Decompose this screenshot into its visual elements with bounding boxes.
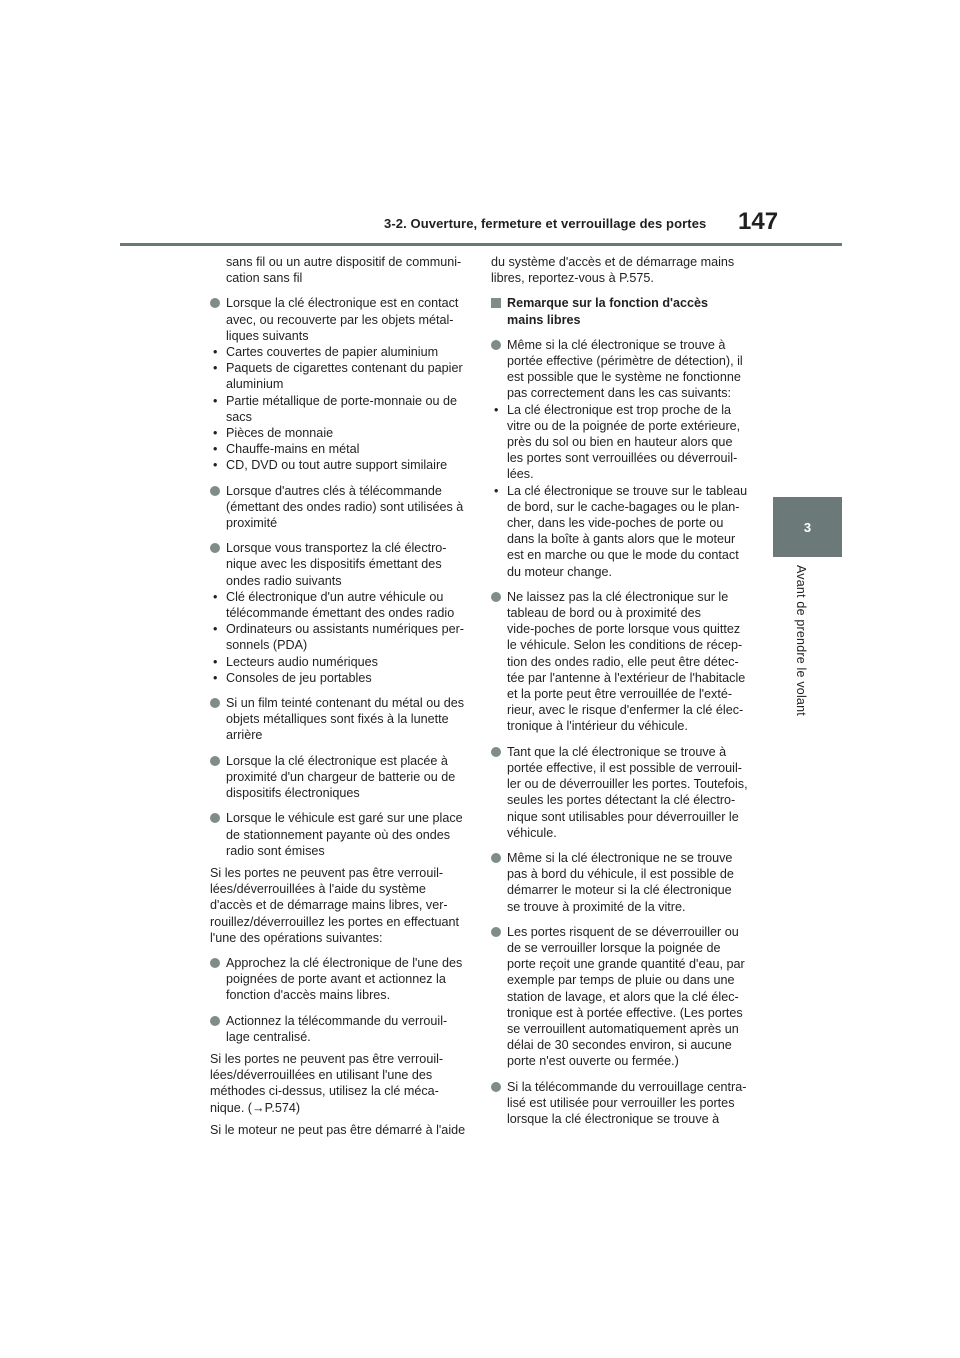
bullet-item: [491, 850, 761, 915]
sub-list-text: Pièces de monnaie: [226, 426, 334, 441]
list-marker: •: [213, 426, 218, 441]
sub-list-item: [491, 483, 761, 580]
list-marker: •: [494, 402, 499, 417]
round-bullet-icon: [210, 486, 220, 496]
bullet-item: [210, 295, 472, 344]
sub-list-text: Clé électronique d'un autre véhicule ou télécommande émettant des ondes radio: [226, 589, 455, 621]
sub-list-text: Ordinateurs ou assistants numériques per- sonnels (PDA): [226, 622, 464, 653]
bullet-item: [210, 955, 472, 1004]
list-marker: •: [213, 622, 218, 637]
sub-list-text: Partie métallique de porte-monnaie ou de sacs: [226, 393, 458, 424]
sub-list-item: [210, 457, 472, 473]
bullet-item: [210, 1013, 472, 1045]
sub-list-item: [210, 589, 472, 621]
left-column: [210, 254, 472, 1138]
list-marker: •: [494, 483, 499, 498]
bullet-text: Lorsque la clé électronique est placée à proximité d'un chargeur de batterie ou de dispositifs électroniques: [226, 753, 456, 801]
bullet-item: [491, 744, 761, 841]
bullet-item: [210, 753, 472, 802]
round-bullet-icon: [491, 853, 501, 863]
square-heading-icon: [491, 298, 501, 308]
chapter-tab: [773, 497, 842, 557]
round-bullet-icon: [210, 298, 220, 308]
paragraph: Si le moteur ne peut pas être démarré à l'aide: [210, 1122, 466, 1137]
bullet-text: Tant que la clé électronique se trouve à portée effective, il est possible de verrouil- ler ou de déverrouiller les portes. Toutefois, seules les portes détectant la clé électro- nique sont utilisables pour déverrouiller le véhicule.: [507, 744, 748, 840]
bullet-text: Lorsque vous transportez la clé électro- nique avec les dispositifs émettant des ondes radio suivants: [226, 541, 447, 588]
list-marker: •: [213, 654, 218, 669]
bullet-item: [210, 810, 472, 859]
heading-text: Remarque sur la fonction d'accès mains libres: [507, 296, 709, 327]
list-marker: •: [213, 393, 218, 408]
round-bullet-icon: [491, 927, 501, 937]
sub-list-item: [210, 393, 472, 425]
sub-list-item: [491, 402, 761, 483]
list-marker: •: [213, 361, 218, 376]
round-bullet-icon: [491, 1082, 501, 1092]
bullet-item: [210, 483, 472, 532]
chapter-label: Avant de prendre le volant: [794, 565, 808, 716]
chapter-number: 3: [803, 519, 812, 535]
sub-list-item: [210, 654, 472, 670]
right-column: [491, 254, 761, 1127]
round-bullet-icon: [210, 543, 220, 553]
bullet-text: Approchez la clé électronique de l'une des poignées de porte avant et actionnez la fonction d'accès mains libres.: [226, 955, 463, 1003]
paragraph: Si les portes ne peuvent pas être verrouil- lées/déverrouillées en utilisant l'une des méthodes ci-dessus, utilisez la clé méca- nique. (→P.574): [210, 1051, 444, 1115]
page-number: 147: [738, 208, 779, 235]
header-divider: [120, 243, 842, 246]
bullet-text: Même si la clé électronique ne se trouve pas à bord du véhicule, il est possible de démarrer le moteur si la clé électronique se trouve à proximité de la vitre.: [507, 850, 734, 914]
continuation-text: sans fil ou un autre dispositif de communi- cation sans fil: [226, 255, 462, 286]
bullet-text: Si un film teinté contenant du métal ou des objets métalliques sont fixés à la lunette arrière: [226, 696, 465, 743]
round-bullet-icon: [210, 1016, 220, 1026]
round-bullet-icon: [210, 958, 220, 968]
round-bullet-icon: [491, 340, 501, 350]
bullet-text: Actionnez la télécommande du verrouil- lage centralisé.: [226, 1013, 448, 1044]
sub-list-item: [210, 344, 472, 360]
bullet-text: Les portes risquent de se déverrouiller ou de se verrouiller lorsque la poignée de porte reçoit une grande quantité d'eau, par exemple par temps de pluie ou dans une station de lavage, et alors que la clé élec- tronique est à portée effective. (Les portes se verrouillent automatiquement après un délai de 30 secondes environ, si aucune porte n'est ouverte ou fermée.): [507, 924, 745, 1069]
bullet-text: Même si la clé électronique se trouve à portée effective (périmètre de détection), il est possible que le système ne fonctionne pas correctement dans les cas suivants:: [507, 337, 743, 401]
round-bullet-icon: [210, 698, 220, 708]
sub-list-item: [210, 670, 472, 686]
sub-list-text: Chauffe-mains en métal: [226, 442, 360, 457]
section-heading: [491, 295, 761, 327]
bullet-item: [491, 1079, 761, 1128]
list-marker: •: [213, 442, 218, 457]
bullet-text: Lorsque la clé électronique est en contact avec, ou recouverte par les objets métal- liques suivants: [226, 296, 459, 343]
sub-list-text: Paquets de cigarettes contenant du papier aluminium: [226, 361, 463, 392]
bullet-item: [491, 924, 761, 1070]
bullet-item: [491, 337, 761, 402]
sub-list-text: Cartes couvertes de papier aluminium: [226, 345, 439, 360]
sub-list-text: CD, DVD ou tout autre support similaire: [226, 458, 448, 473]
paragraph: Si les portes ne peuvent pas être verrouil- lées/déverrouillées à l'aide du système d'accès et de démarrage mains libres, ver- rouillez/déverrouillez les portes en effectuant l'une des opérations suivantes:: [210, 865, 459, 945]
sub-list-text: Consoles de jeu portables: [226, 670, 372, 685]
round-bullet-icon: [210, 813, 220, 823]
sub-list-text: La clé électronique se trouve sur le tableau de bord, sur le cache-bagages ou le plan- cher, dans les vide-poches de porte ou dans la boîte à gants alors que le moteur est en marche ou que le mode du contact du moteur change.: [507, 483, 748, 579]
list-marker: •: [213, 589, 218, 604]
bullet-item: [491, 589, 761, 735]
sub-list-item: [210, 360, 472, 392]
paragraph: du système d'accès et de démarrage mains libres, reportez-vous à P.575.: [491, 255, 735, 286]
bullet-text: Lorsque d'autres clés à télécommande (émettant des ondes radio) sont utilisées à proximité: [226, 483, 464, 531]
round-bullet-icon: [491, 592, 501, 602]
sub-list-item: [210, 425, 472, 441]
sub-list-text: La clé électronique est trop proche de la vitre ou de la poignée de porte extérieure, près du sol ou bien en hauteur alors que les portes sont verrouillées ou déverrouil- lées.: [507, 402, 741, 482]
round-bullet-icon: [491, 747, 501, 757]
bullet-item: [210, 540, 472, 589]
bullet-text: Si la télécommande du verrouillage centra- lisé est utilisée pour verrouiller les portes lorsque la clé électronique se trouve à: [507, 1079, 747, 1126]
list-marker: •: [213, 670, 218, 685]
bullet-text: Lorsque le véhicule est garé sur une place de stationnement payante où des ondes radio sont émises: [226, 811, 463, 858]
round-bullet-icon: [210, 756, 220, 766]
bullet-text: Ne laissez pas la clé électronique sur le tableau de bord ou à proximité des vide-poches de porte lorsque vous quittez le véhicule. Selon les conditions de récep- tion des ondes radio, elle peut être détec- tée par l'antenne à l'extérieur de l'habitacle et la porte peut être verrouillée de l'exté- rieur, avec le risque d'enfermer la clé élec- tronique à l'intérieur du véhicule.: [507, 589, 746, 734]
sub-list-item: [210, 621, 472, 653]
sub-list-item: [210, 441, 472, 457]
list-marker: •: [213, 345, 218, 360]
sub-list-text: Lecteurs audio numériques: [226, 654, 378, 669]
section-title: 3-2. Ouverture, fermeture et verrouillage des portes: [384, 216, 707, 231]
list-marker: •: [213, 458, 218, 473]
bullet-item: [210, 695, 472, 744]
